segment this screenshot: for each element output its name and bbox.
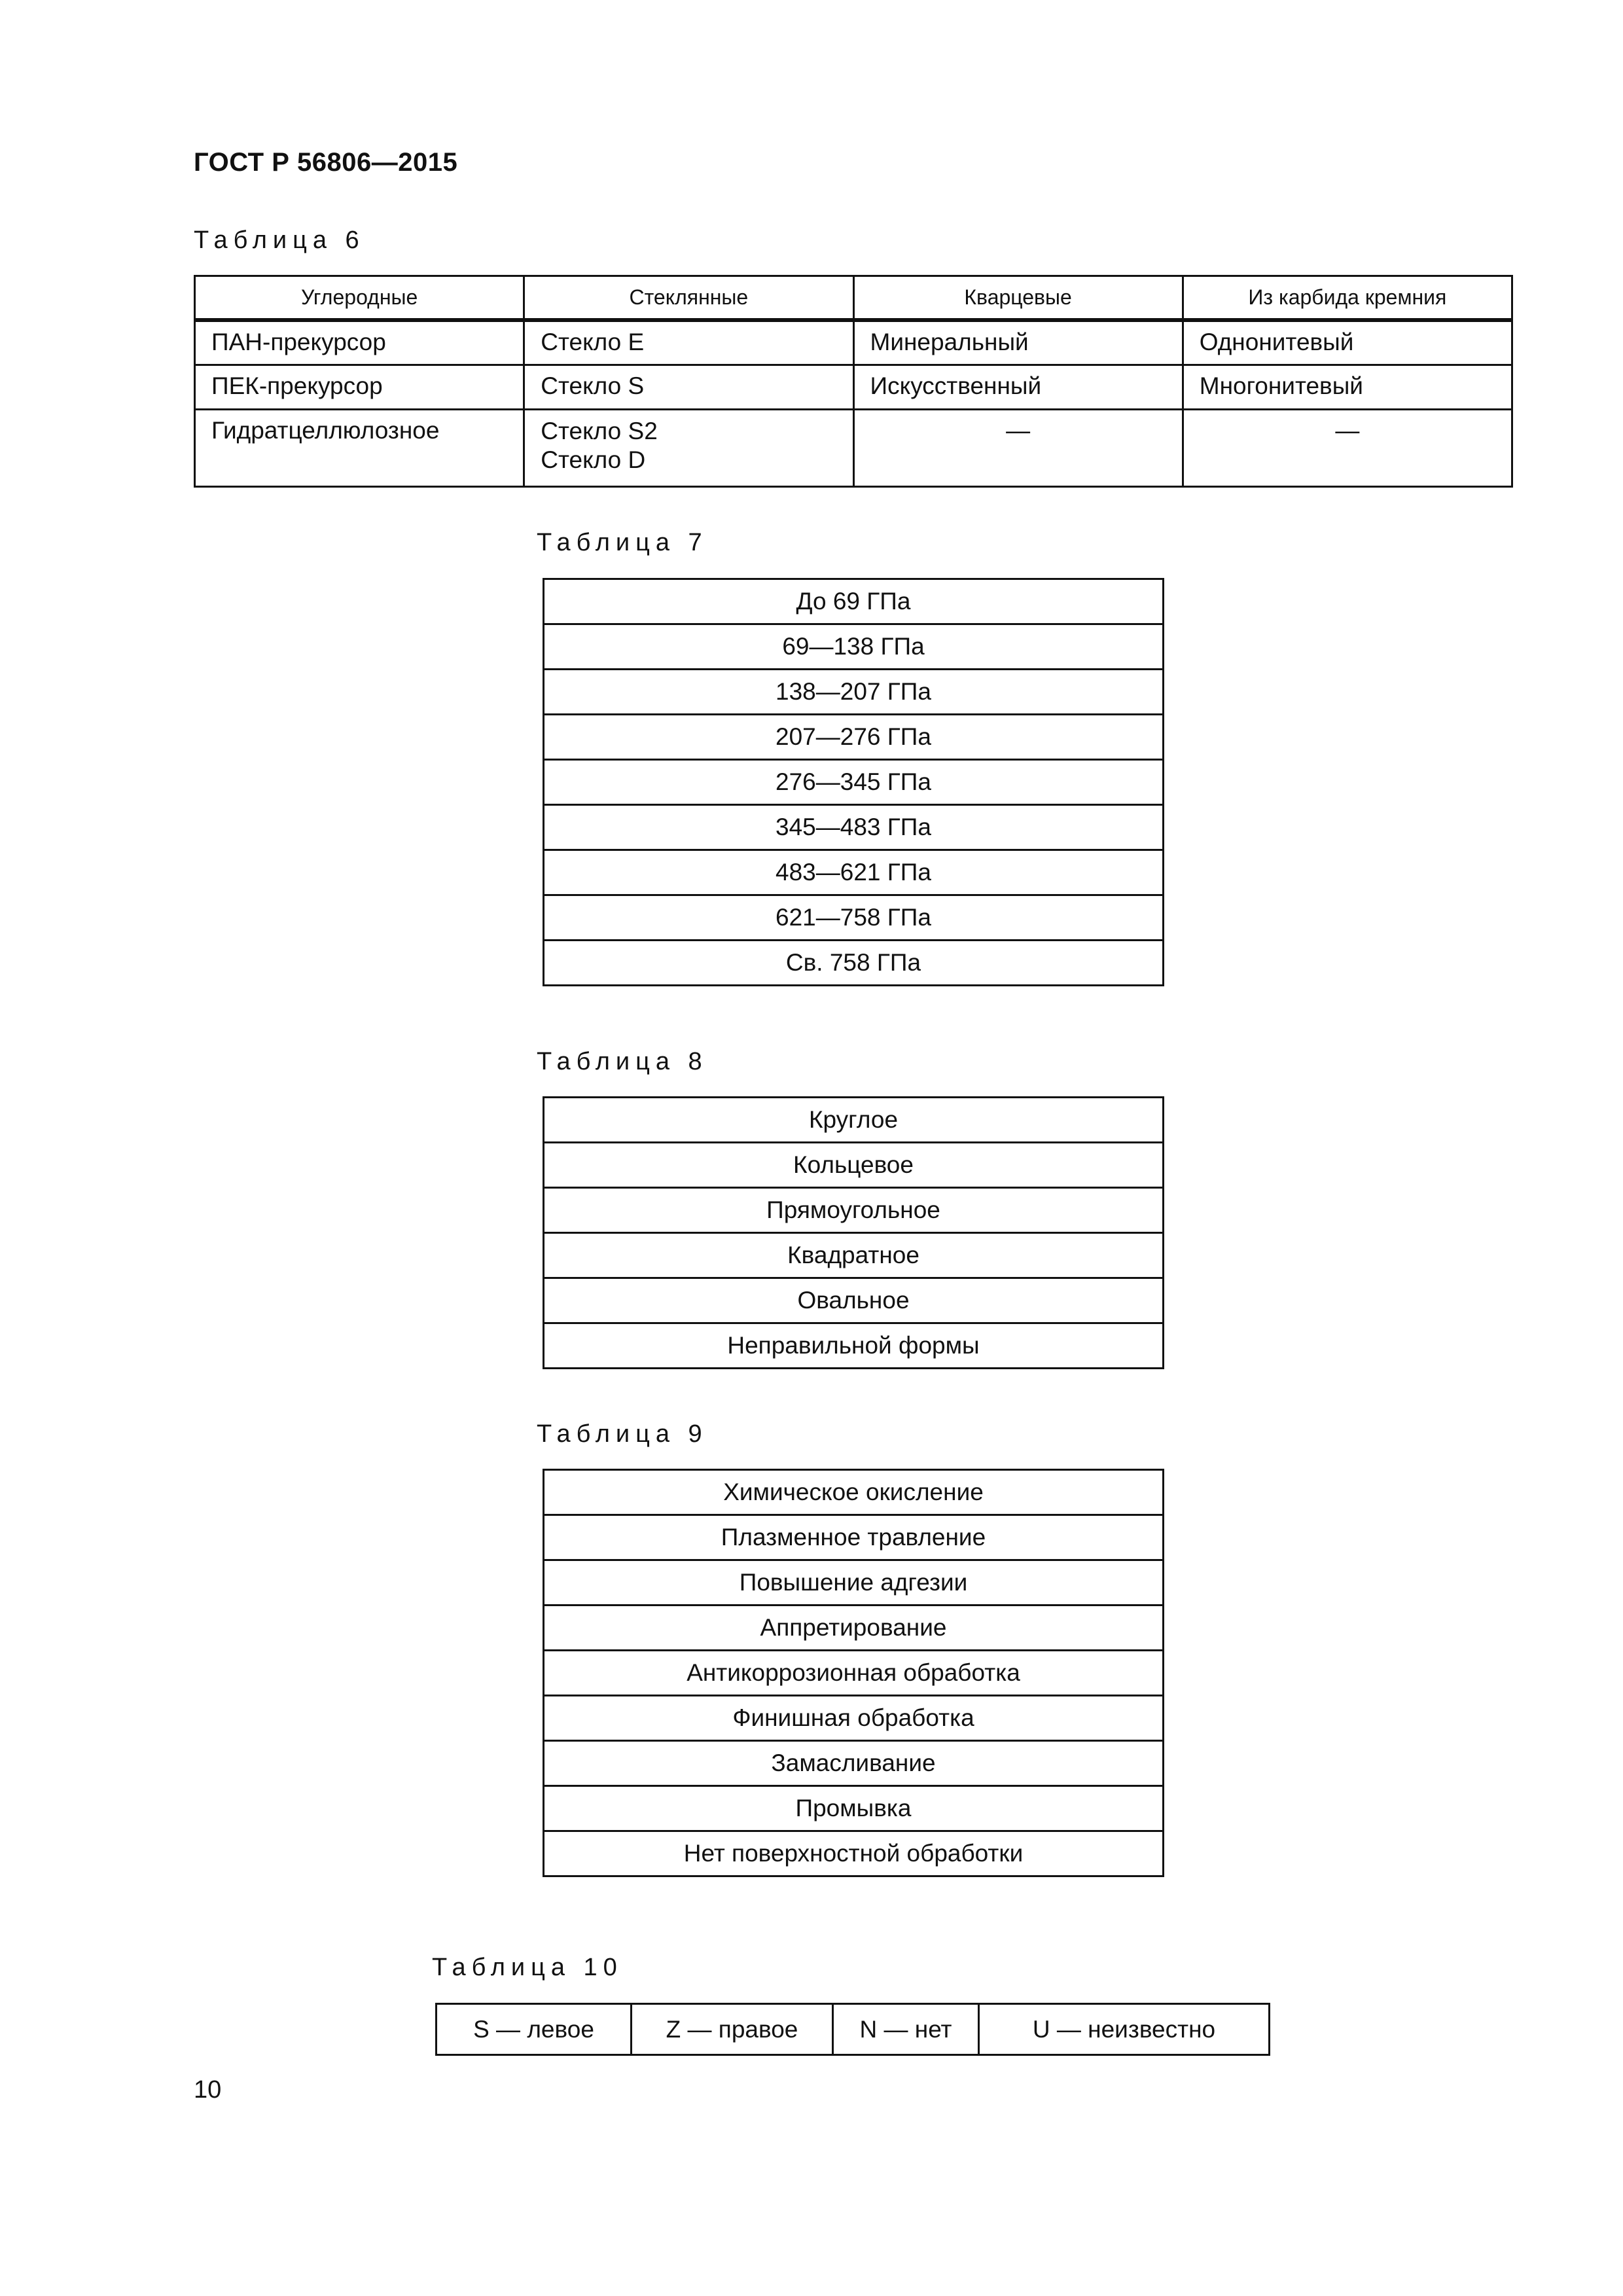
table-row — [544, 1786, 1164, 1831]
table-row — [544, 1233, 1164, 1278]
table-row — [544, 760, 1164, 805]
table-row — [544, 1831, 1164, 1876]
table-cell: Квадратное — [544, 1233, 1164, 1278]
table-row — [195, 320, 1512, 365]
table-cell: 621—758 ГПа — [544, 895, 1164, 941]
table-8 — [543, 1096, 1164, 1369]
table7-caption: Таблица 7 — [537, 529, 708, 556]
table-cell: 483—621 ГПа — [544, 850, 1164, 895]
table9-caption: Таблица 9 — [537, 1420, 708, 1448]
table-cell: Химическое окисление — [544, 1470, 1164, 1515]
table-cell: ПАН-прекурсор — [195, 320, 524, 365]
table-9 — [543, 1469, 1164, 1877]
table-row — [544, 1188, 1164, 1233]
table-cell: Св. 758 ГПа — [544, 941, 1164, 986]
table-cell: ПЕК-прекурсор — [195, 365, 524, 409]
table-header-row — [195, 276, 1512, 321]
table-7 — [543, 578, 1164, 986]
table-row — [544, 1278, 1164, 1323]
table-row — [195, 409, 1512, 486]
table8-caption: Таблица 8 — [537, 1048, 708, 1075]
table-cell: — — [1183, 409, 1512, 486]
table-row — [544, 941, 1164, 986]
table-cell: 276—345 ГПа — [544, 760, 1164, 805]
table10-caption: Таблица 10 — [432, 1954, 623, 1981]
table-cell: Гидратцеллюлозное — [195, 409, 524, 486]
page-number: 10 — [194, 2076, 222, 2104]
column-header: Кварцевые — [853, 276, 1183, 321]
cell-line: Стекло D — [541, 446, 646, 473]
table-cell: Овальное — [544, 1278, 1164, 1323]
table-row — [544, 1515, 1164, 1560]
table-row — [544, 579, 1164, 624]
table-row — [544, 1143, 1164, 1188]
table-row — [544, 715, 1164, 760]
table-cell: Стекло E — [524, 320, 853, 365]
table-cell: S — левое — [437, 2004, 632, 2055]
table-row — [544, 805, 1164, 850]
table-cell: Антикоррозионная обработка — [544, 1651, 1164, 1696]
table-cell: Неправильной формы — [544, 1323, 1164, 1369]
table-cell: Многонитевый — [1183, 365, 1512, 409]
table-cell: Стекло S — [524, 365, 853, 409]
table-cell: Промывка — [544, 1786, 1164, 1831]
table-cell: Искусственный — [853, 365, 1183, 409]
document-header: ГОСТ Р 56806—2015 — [194, 148, 458, 177]
table-cell: Кольцевое — [544, 1143, 1164, 1188]
table-cell: 138—207 ГПа — [544, 670, 1164, 715]
table-row — [544, 1323, 1164, 1369]
table-cell: Минеральный — [853, 320, 1183, 365]
table-cell: Замасливание — [544, 1741, 1164, 1786]
table-cell: Плазменное травление — [544, 1515, 1164, 1560]
column-header: Углеродные — [195, 276, 524, 321]
cell-line: Стекло S2 — [541, 417, 658, 444]
table-row — [195, 365, 1512, 409]
table-row — [544, 670, 1164, 715]
table-row — [544, 1741, 1164, 1786]
table-row — [544, 1605, 1164, 1651]
table-cell: Круглое — [544, 1098, 1164, 1143]
column-header: Стеклянные — [524, 276, 853, 321]
table-cell: — — [853, 409, 1183, 486]
table-row — [544, 1651, 1164, 1696]
table-row — [544, 850, 1164, 895]
table-10 — [435, 2003, 1270, 2056]
table-cell: N — нет — [833, 2004, 979, 2055]
table-cell: Финишная обработка — [544, 1696, 1164, 1741]
table-cell: U — неизвестно — [979, 2004, 1270, 2055]
table-cell: Аппретирование — [544, 1605, 1164, 1651]
table-row — [437, 2004, 1270, 2055]
table-cell: Прямоугольное — [544, 1188, 1164, 1233]
table-cell: До 69 ГПа — [544, 579, 1164, 624]
table-row — [544, 895, 1164, 941]
table-cell: 345—483 ГПа — [544, 805, 1164, 850]
table-row — [544, 1560, 1164, 1605]
table-cell: Однонитевый — [1183, 320, 1512, 365]
table-cell: 69—138 ГПа — [544, 624, 1164, 670]
table-cell: Повышение адгезии — [544, 1560, 1164, 1605]
table-cell: Нет поверхностной обработки — [544, 1831, 1164, 1876]
table-cell — [524, 409, 853, 486]
table-row — [544, 1470, 1164, 1515]
table6-caption: Таблица 6 — [194, 226, 365, 254]
table-row — [544, 624, 1164, 670]
column-header: Из карбида кремния — [1183, 276, 1512, 321]
table-6 — [194, 275, 1513, 488]
table-row — [544, 1696, 1164, 1741]
table-cell: Z — правое — [632, 2004, 833, 2055]
table-row — [544, 1098, 1164, 1143]
table-cell: 207—276 ГПа — [544, 715, 1164, 760]
